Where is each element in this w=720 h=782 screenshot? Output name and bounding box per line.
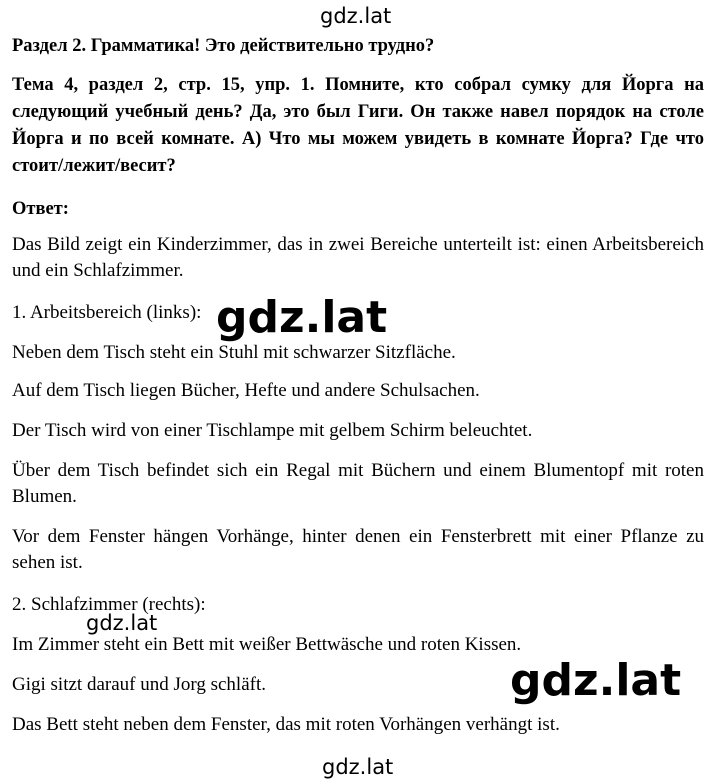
section1-heading: 1. Arbeitsbereich (links): xyxy=(12,302,202,323)
section2-line-bed: Im Zimmer steht ein Bett mit weißer Bettwäsche und roten Kissen. xyxy=(12,634,522,655)
watermark-middle-left: gdz.lat xyxy=(86,611,158,635)
answer-label: Ответ: xyxy=(12,199,69,219)
section2-line-window: Das Bett steht neben dem Fenster, das mit roten Vorhängen verhängt ist. xyxy=(12,714,560,735)
intro-paragraph: Das Bild zeigt ein Kinderzimmer, das in zwei Bereiche unterteilt ist: einen Arbeitsbereich und ein Schlafzimmer. xyxy=(12,234,704,281)
section2-line-gigi: Gigi sitzt darauf und Jorg schläft. xyxy=(12,674,266,695)
watermark-center: gdz.lat xyxy=(216,292,388,343)
section2-heading: 2. Schlafzimmer (rechts): xyxy=(12,594,206,615)
watermark-bottom: gdz.lat xyxy=(322,755,394,779)
section-title: Раздел 2. Грамматика! Это действительно трудно? xyxy=(12,36,435,56)
section1-line-chair: Neben dem Tisch steht ein Stuhl mit schwarzer Sitzfläche. xyxy=(12,342,456,363)
section1-line-desk: Auf dem Tisch liegen Bücher, Hefte und andere Schulsachen. xyxy=(12,380,480,401)
watermark-top: gdz.lat xyxy=(320,4,392,28)
task-text: Тема 4, раздел 2, стр. 15, упр. 1. Помните, кто собрал сумку для Йорга на следующий учебный день? Да, это был Гиги. Он также навел порядок на столе Йорга и по всей комнате. А) Что мы можем увидеть в комнате Йорга? Где что стоит/лежит/весит? xyxy=(12,75,704,176)
watermark-bottom-right: gdz.lat xyxy=(510,655,682,706)
section1-line-curtains: Vor dem Fenster hängen Vorhänge, hinter denen ein Fensterbrett mit einer Pflanze zu sehen ist. xyxy=(12,526,704,573)
section1-line-lamp: Der Tisch wird von einer Tischlampe mit gelbem Schirm beleuchtet. xyxy=(12,420,533,441)
section1-line-shelf: Über dem Tisch befindet sich ein Regal mit Büchern und einem Blumentopf mit roten Blumen. xyxy=(12,460,704,507)
